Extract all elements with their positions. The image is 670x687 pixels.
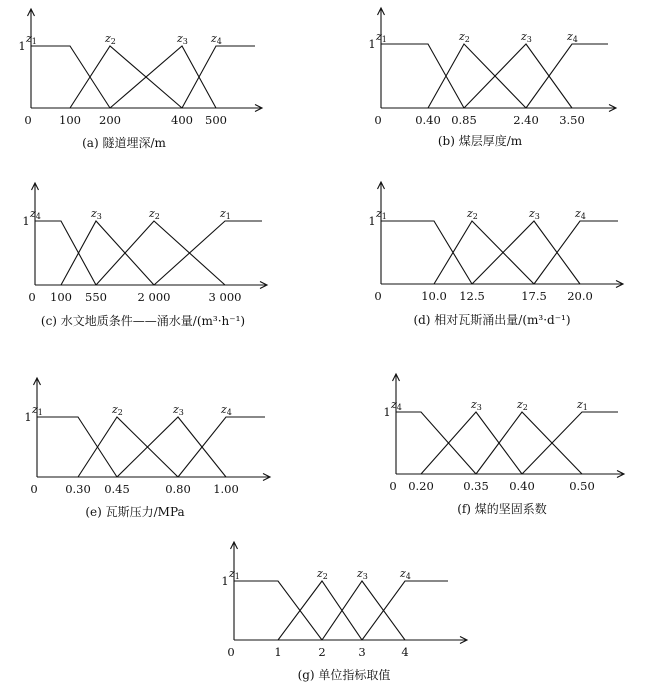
panel-b: [368, 8, 616, 148]
series-label-z3: z3: [357, 567, 368, 581]
origin-label: 0: [389, 479, 397, 493]
series-label-z3: z3: [471, 398, 482, 412]
x-tick-label: 0.45: [104, 482, 130, 496]
series-line-z1: [234, 581, 322, 640]
panel-caption: (c) 水文地质条件——涌水量/(m³·h⁻¹): [40, 314, 246, 328]
series-label-z4: z4: [211, 32, 222, 46]
series-line-z3: [421, 412, 522, 474]
origin-label: 0: [30, 482, 38, 496]
x-tick-label: 3: [358, 645, 366, 659]
x-tick-label: 100: [59, 113, 81, 127]
series-line-z3: [117, 417, 226, 477]
series-label-z2: z2: [517, 398, 528, 412]
x-tick-label: 10.0: [421, 289, 447, 303]
series-label-z4: z4: [400, 567, 411, 581]
x-tick-label: 0.30: [65, 482, 91, 496]
series-line-z1: [154, 221, 262, 285]
x-tick-label: 0.35: [463, 479, 489, 493]
series-label-z3: z3: [177, 32, 188, 46]
x-tick-label: 4: [401, 645, 409, 659]
series-line-z1: [381, 44, 464, 108]
x-tick-label: 550: [85, 290, 107, 304]
panel-f: [383, 374, 624, 516]
x-tick-label: 1: [274, 645, 282, 659]
series-label-z3: z3: [91, 207, 102, 221]
x-tick-label: 3 000: [208, 290, 242, 304]
y-level-label: 1: [368, 37, 376, 51]
series-label-z2: z2: [467, 207, 478, 221]
x-tick-label: 0.80: [165, 482, 191, 496]
x-tick-label: 17.5: [521, 289, 547, 303]
panel-caption: (g) 单位指标取值: [297, 668, 391, 682]
series-line-z2: [476, 412, 582, 474]
series-label-z2: z2: [459, 30, 470, 44]
y-level-label: 1: [383, 405, 391, 419]
series-line-z3: [472, 221, 580, 284]
x-tick-label: 0.40: [509, 479, 535, 493]
series-label-z4: z4: [221, 403, 232, 417]
series-label-z2: z2: [105, 32, 116, 46]
series-label-z1: z1: [229, 567, 240, 581]
x-tick-label: 2.40: [513, 113, 539, 127]
series-line-z2: [78, 417, 178, 477]
panel-e: [24, 378, 270, 519]
x-tick-label: 0.85: [451, 113, 477, 127]
panel-caption: (f) 煤的坚固系数: [457, 502, 547, 516]
series-line-z2: [428, 44, 526, 108]
series-line-z4: [178, 417, 265, 477]
series-line-z1: [31, 46, 110, 108]
series-label-z4: z4: [567, 30, 578, 44]
x-tick-label: 2 000: [137, 290, 171, 304]
series-label-z3: z3: [173, 403, 184, 417]
panel-caption: (a) 隧道埋深/m: [82, 136, 166, 150]
series-label-z4: z4: [30, 207, 41, 221]
series-label-z1: z1: [376, 30, 387, 44]
series-line-z4: [526, 44, 608, 108]
series-label-z4: z4: [575, 207, 586, 221]
y-level-label: 1: [368, 214, 376, 228]
series-label-z2: z2: [317, 567, 328, 581]
series-label-z2: z2: [112, 403, 123, 417]
y-level-label: 1: [221, 574, 229, 588]
x-tick-label: 0.40: [415, 113, 441, 127]
series-line-z4: [362, 581, 448, 640]
x-tick-label: 12.5: [459, 289, 485, 303]
panel-a: [18, 9, 262, 150]
series-line-z2: [434, 221, 534, 284]
series-line-z1: [37, 417, 117, 477]
series-line-z4: [35, 221, 96, 285]
y-level-label: 1: [22, 214, 30, 228]
x-tick-label: 20.0: [567, 289, 593, 303]
panel-caption: (b) 煤层厚度/m: [437, 134, 523, 148]
panel-g: [221, 542, 467, 682]
panel-caption: (e) 瓦斯压力/MPa: [85, 505, 185, 519]
x-tick-label: 0.20: [408, 479, 434, 493]
series-label-z3: z3: [521, 30, 532, 44]
series-line-z1: [522, 412, 618, 474]
panel-caption: (d) 相对瓦斯涌出量/(m³·d⁻¹): [413, 313, 571, 327]
x-tick-label: 1.00: [213, 482, 239, 496]
series-line-z4: [396, 412, 476, 474]
origin-label: 0: [374, 113, 382, 127]
series-label-z3: z3: [529, 207, 540, 221]
origin-label: 0: [374, 289, 382, 303]
x-tick-label: 2: [318, 645, 326, 659]
series-line-z2: [278, 581, 362, 640]
series-label-z2: z2: [149, 207, 160, 221]
series-line-z4: [182, 46, 255, 108]
series-line-z3: [322, 581, 405, 640]
y-level-label: 1: [18, 39, 26, 53]
origin-label: 0: [227, 645, 235, 659]
series-label-z1: z1: [26, 32, 37, 46]
origin-label: 0: [28, 290, 36, 304]
series-line-z2: [70, 46, 182, 108]
series-label-z1: z1: [220, 207, 231, 221]
series-label-z1: z1: [577, 398, 588, 412]
series-line-z3: [110, 46, 216, 108]
x-tick-label: 200: [99, 113, 121, 127]
x-tick-label: 100: [50, 290, 72, 304]
x-tick-label: 0.50: [569, 479, 595, 493]
x-tick-label: 500: [205, 113, 227, 127]
series-label-z4: z4: [391, 398, 402, 412]
series-line-z3: [464, 44, 572, 108]
x-tick-label: 400: [171, 113, 193, 127]
series-line-z4: [534, 221, 618, 284]
panel-c: [22, 183, 267, 328]
series-label-z1: z1: [376, 207, 387, 221]
series-label-z1: z1: [32, 403, 43, 417]
y-level-label: 1: [24, 410, 32, 424]
x-tick-label: 3.50: [559, 113, 585, 127]
panel-d: [368, 182, 623, 327]
series-line-z1: [381, 221, 472, 284]
origin-label: 0: [24, 113, 32, 127]
series-line-z2: [96, 221, 225, 285]
series-line-z3: [61, 221, 154, 285]
